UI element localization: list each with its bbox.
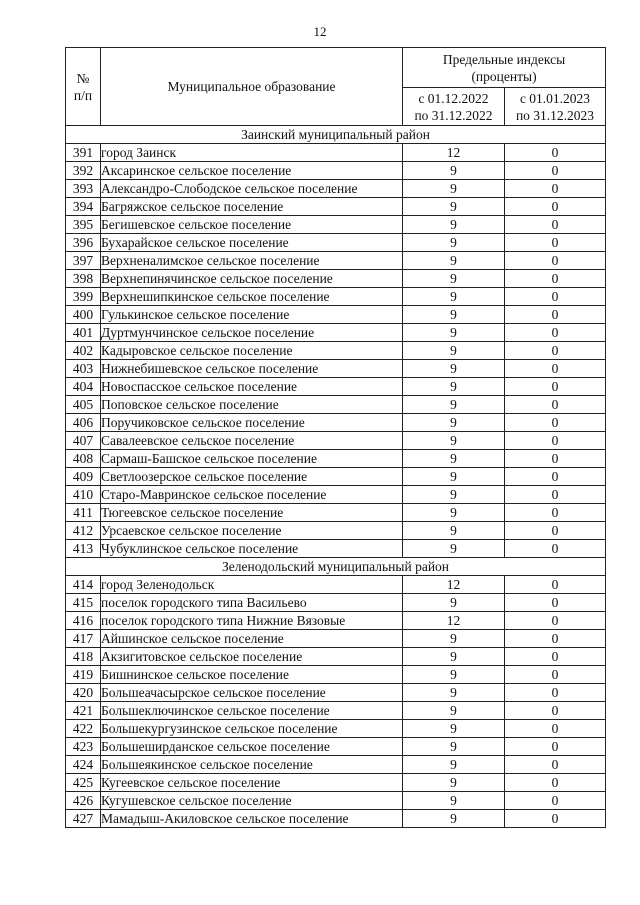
index-2022: 9 [403,594,505,612]
index-2022: 9 [403,378,505,396]
index-2022: 9 [403,774,505,792]
municipality-name: город Зеленодольск [101,576,403,594]
table-row [66,540,606,558]
row-number: 423 [66,738,101,756]
table-row [66,702,606,720]
index-2022: 9 [403,666,505,684]
period2-label-1: с 01.01.2023 [519,90,591,106]
index-2022: 9 [403,738,505,756]
period1-label-2: по 31.12.2022 [414,107,493,123]
index-2023: 0 [505,324,606,342]
table-row [66,144,606,162]
table-row [66,612,606,630]
index-2022: 9 [403,630,505,648]
row-number: 427 [66,810,101,828]
index-2022: 9 [403,504,505,522]
table-row [66,684,606,702]
section-row [66,558,606,576]
index-2023: 0 [505,486,606,504]
index-2023: 0 [505,648,606,666]
table-row [66,792,606,810]
index-2023: 0 [505,684,606,702]
municipality-name: Кугеевское сельское поселение [101,774,403,792]
municipality-name: Поручиковское сельское поселение [101,414,403,432]
table-header [66,48,606,126]
index-2022: 9 [403,450,505,468]
municipality-name: поселок городского типа Нижние Вязовые [101,612,403,630]
municipality-name: Дуртмунчинское сельское поселение [101,324,403,342]
municipality-name: Старо-Мавринское сельское поселение [101,486,403,504]
row-number: 403 [66,360,101,378]
row-number: 421 [66,702,101,720]
table-row [66,234,606,252]
index-2022: 9 [403,432,505,450]
index-2023: 0 [505,576,606,594]
index-2022: 9 [403,522,505,540]
table-row [66,432,606,450]
row-number: 401 [66,324,101,342]
index-2023: 0 [505,504,606,522]
index-2023: 0 [505,666,606,684]
row-number: 404 [66,378,101,396]
row-number: 418 [66,648,101,666]
table-row [66,666,606,684]
index-2022: 9 [403,324,505,342]
period1-header [403,88,505,126]
row-number: 392 [66,162,101,180]
table-row [66,414,606,432]
table-row [66,756,606,774]
index-2022: 9 [403,252,505,270]
col-number-label-2: п/п [73,87,93,103]
index-2023: 0 [505,306,606,324]
index-2023: 0 [505,252,606,270]
index-2023: 0 [505,702,606,720]
index-2023: 0 [505,270,606,288]
index-2022: 9 [403,396,505,414]
row-number: 406 [66,414,101,432]
index-2023: 0 [505,288,606,306]
row-number: 407 [66,432,101,450]
municipality-name: Верхнешипкинское сельское поселение [101,288,403,306]
row-number: 391 [66,144,101,162]
row-number: 419 [66,666,101,684]
index-2022: 9 [403,198,505,216]
index-2022: 9 [403,792,505,810]
table-row [66,216,606,234]
row-number: 413 [66,540,101,558]
table-row [66,180,606,198]
section-title: Заинский муниципальный район [66,126,606,144]
index-2023: 0 [505,162,606,180]
table-row [66,504,606,522]
row-number: 415 [66,594,101,612]
municipality-name: Большеякинское сельское поселение [101,756,403,774]
table-body [66,126,606,828]
index-2022: 12 [403,576,505,594]
municipality-name: Мамадыш-Акиловское сельское поселение [101,810,403,828]
index-2022: 9 [403,234,505,252]
row-number: 405 [66,396,101,414]
table-row [66,360,606,378]
index-2022: 9 [403,342,505,360]
page-number: 12 [313,24,327,39]
period2-label-2: по 31.12.2023 [515,107,595,123]
table-row [66,630,606,648]
municipality-name: Айшинское сельское поселение [101,630,403,648]
index-2022: 9 [403,180,505,198]
municipality-name: Верхнепинячинское сельское поселение [101,270,403,288]
section-title: Зеленодольский муниципальный район [66,558,606,576]
col-name-header: Муниципальное образование [101,48,403,126]
index-2023: 0 [505,774,606,792]
row-number: 410 [66,486,101,504]
index-2022: 9 [403,702,505,720]
index-2023: 0 [505,342,606,360]
municipality-name: Верхненалимское сельское поселение [101,252,403,270]
index-2022: 9 [403,216,505,234]
index-2022: 9 [403,486,505,504]
municipality-name: Бегишевское сельское поселение [101,216,403,234]
municipality-name: Аксаринское сельское поселение [101,162,403,180]
indices-label-2: (проценты) [471,68,537,84]
table-row [66,576,606,594]
index-2023: 0 [505,738,606,756]
index-2023: 0 [505,378,606,396]
row-number: 424 [66,756,101,774]
table-row [66,270,606,288]
table-row [66,468,606,486]
row-number: 397 [66,252,101,270]
municipality-name: Светлоозерское сельское поселение [101,468,403,486]
row-number: 414 [66,576,101,594]
row-number: 422 [66,720,101,738]
index-2023: 0 [505,594,606,612]
index-2023: 0 [505,144,606,162]
index-2022: 9 [403,810,505,828]
table-row [66,450,606,468]
municipality-name: Багряжское сельское поселение [101,198,403,216]
index-2023: 0 [505,756,606,774]
index-2022: 9 [403,648,505,666]
index-2022: 12 [403,144,505,162]
indices-table [65,47,606,828]
row-number: 396 [66,234,101,252]
municipality-name: Нижнебишевское сельское поселение [101,360,403,378]
index-2022: 9 [403,360,505,378]
index-2023: 0 [505,180,606,198]
section-row [66,126,606,144]
index-2023: 0 [505,720,606,738]
row-number: 412 [66,522,101,540]
row-number: 399 [66,288,101,306]
municipality-name: Савалеевское сельское поселение [101,432,403,450]
municipality-name: Большеширданское сельское поселение [101,738,403,756]
table-row [66,396,606,414]
indices-header [403,48,606,88]
period2-header [505,88,606,126]
row-number: 409 [66,468,101,486]
indices-label-1: Предельные индексы [442,51,566,67]
index-2023: 0 [505,360,606,378]
table-row [66,810,606,828]
table-row [66,594,606,612]
index-2022: 9 [403,162,505,180]
col-number-header [66,48,101,126]
index-2023: 0 [505,216,606,234]
row-number: 393 [66,180,101,198]
table-row [66,198,606,216]
index-2023: 0 [505,540,606,558]
row-number: 394 [66,198,101,216]
index-2022: 12 [403,612,505,630]
municipality-name: город Заинск [101,144,403,162]
table-row [66,522,606,540]
row-number: 420 [66,684,101,702]
municipality-name: Кадыровское сельское поселение [101,342,403,360]
row-number: 408 [66,450,101,468]
index-2022: 9 [403,684,505,702]
row-number: 411 [66,504,101,522]
municipality-name: Большеключинское сельское поселение [101,702,403,720]
index-2023: 0 [505,630,606,648]
index-2023: 0 [505,198,606,216]
row-number: 416 [66,612,101,630]
municipality-name: Гулькинское сельское поселение [101,306,403,324]
table-row [66,738,606,756]
row-number: 417 [66,630,101,648]
municipality-name: Новоспасское сельское поселение [101,378,403,396]
period1-label-1: с 01.12.2022 [418,90,489,106]
municipality-name: Кугушевское сельское поселение [101,792,403,810]
index-2023: 0 [505,396,606,414]
table-row [66,720,606,738]
index-2023: 0 [505,234,606,252]
index-2022: 9 [403,468,505,486]
table-row [66,288,606,306]
row-number: 425 [66,774,101,792]
index-2023: 0 [505,522,606,540]
row-number: 426 [66,792,101,810]
municipality-name: Акзигитовское сельское поселение [101,648,403,666]
table-row [66,648,606,666]
index-2022: 9 [403,306,505,324]
municipality-name: Чубуклинское сельское поселение [101,540,403,558]
row-number: 402 [66,342,101,360]
table-row [66,486,606,504]
municipality-name: Тюгеевское сельское поселение [101,504,403,522]
table-row [66,162,606,180]
municipality-name: поселок городского типа Васильево [101,594,403,612]
index-2023: 0 [505,414,606,432]
municipality-name: Бишнинское сельское поселение [101,666,403,684]
index-2022: 9 [403,288,505,306]
table-row [66,252,606,270]
municipality-name: Бухарайское сельское поселение [101,234,403,252]
municipality-name: Александро-Слободское сельское поселение [101,180,403,198]
table-row [66,342,606,360]
index-2023: 0 [505,450,606,468]
col-number-label-1: № [76,70,90,86]
row-number: 395 [66,216,101,234]
municipality-name: Большеачасырское сельское поселение [101,684,403,702]
index-2022: 9 [403,414,505,432]
municipality-name: Сармаш-Башское сельское поселение [101,450,403,468]
table-row [66,306,606,324]
index-2022: 9 [403,720,505,738]
municipality-name: Поповское сельское поселение [101,396,403,414]
index-2023: 0 [505,432,606,450]
index-2023: 0 [505,468,606,486]
index-2022: 9 [403,270,505,288]
index-2022: 9 [403,540,505,558]
row-number: 400 [66,306,101,324]
municipality-name: Большекургузинское сельское поселение [101,720,403,738]
table-row [66,324,606,342]
municipality-name: Урсаевское сельское поселение [101,522,403,540]
index-2023: 0 [505,612,606,630]
index-2023: 0 [505,810,606,828]
index-2023: 0 [505,792,606,810]
table-row [66,378,606,396]
table-row [66,774,606,792]
row-number: 398 [66,270,101,288]
index-2022: 9 [403,756,505,774]
